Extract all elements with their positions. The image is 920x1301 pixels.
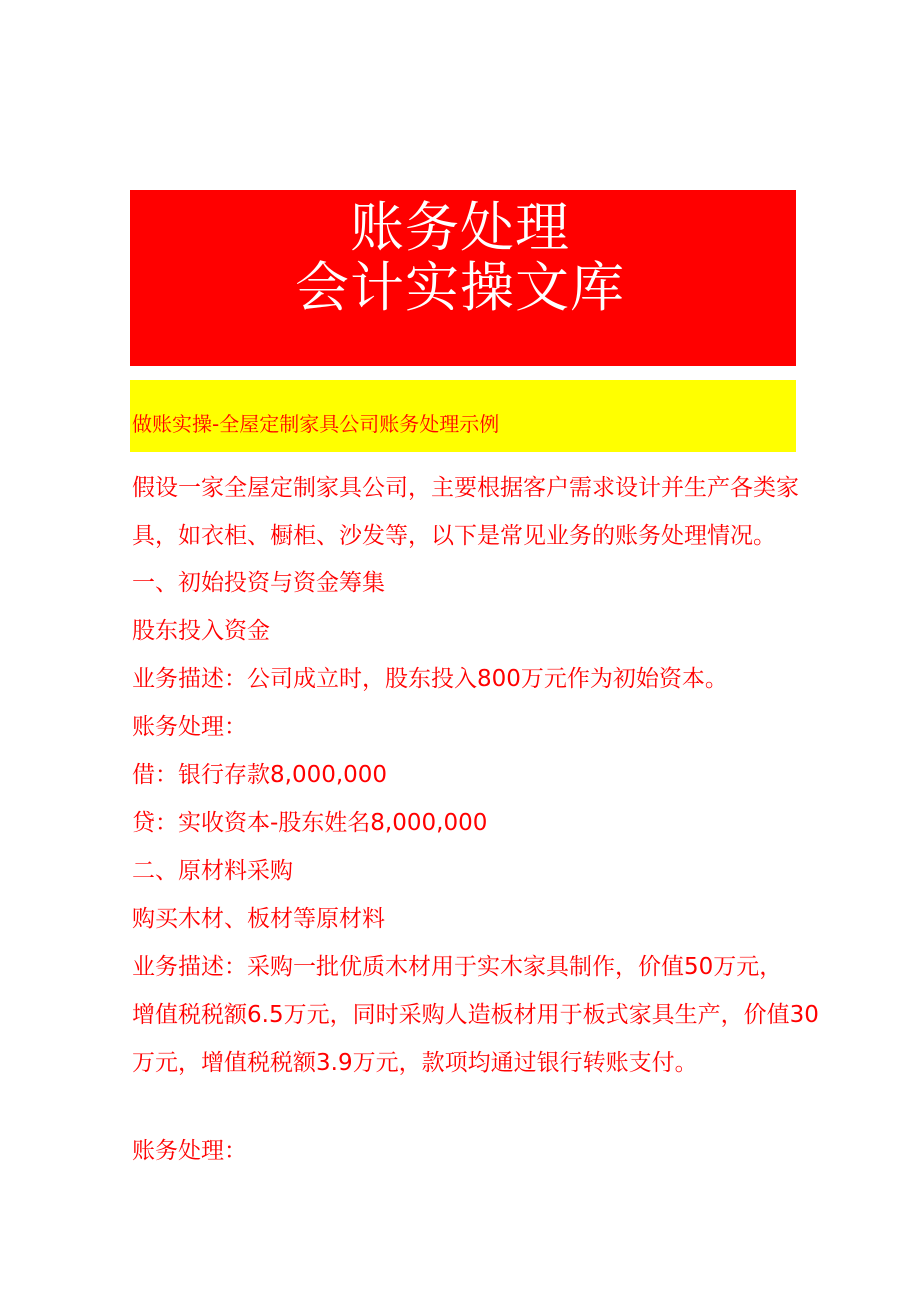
section1-debit-entry: 借：银行存款8,000,000 [132, 762, 388, 788]
section2-description-line2: 增值税税额6.5万元，同时采购人造板材用于板式家具生产，价值30 [132, 1002, 819, 1028]
section2-heading: 二、原材料采购 [132, 858, 293, 884]
intro-paragraph-line1: 假设一家全屋定制家具公司，主要根据客户需求设计并生产各类家 [132, 475, 799, 501]
section1-accounting-label: 账务处理： [132, 714, 247, 740]
banner-title-line2: 会计实操文库 [295, 256, 625, 319]
section1-credit-entry: 贷：实收资本-股东姓名8,000,000 [132, 810, 488, 836]
intro-paragraph-line2: 具，如衣柜、橱柜、沙发等，以下是常见业务的账务处理情况。 [132, 523, 776, 549]
section2-item-title: 购买木材、板材等原材料 [132, 906, 385, 932]
section1-description: 业务描述：公司成立时，股东投入800万元作为初始资本。 [132, 666, 728, 692]
section2-description-line1: 业务描述：采购一批优质木材用于实木家具制作，价值50万元， [132, 954, 783, 980]
banner-title-line1: 账务处理 [350, 196, 570, 259]
section1-heading: 一、初始投资与资金筹集 [132, 570, 385, 596]
section1-item-title: 股东投入资金 [132, 618, 270, 644]
document-subtitle: 做账实操-全屋定制家具公司账务处理示例 [132, 412, 500, 436]
section2-accounting-label: 账务处理： [132, 1138, 247, 1164]
section2-description-line3: 万元，增值税税额3.9万元，款项均通过银行转账支付。 [132, 1050, 698, 1076]
